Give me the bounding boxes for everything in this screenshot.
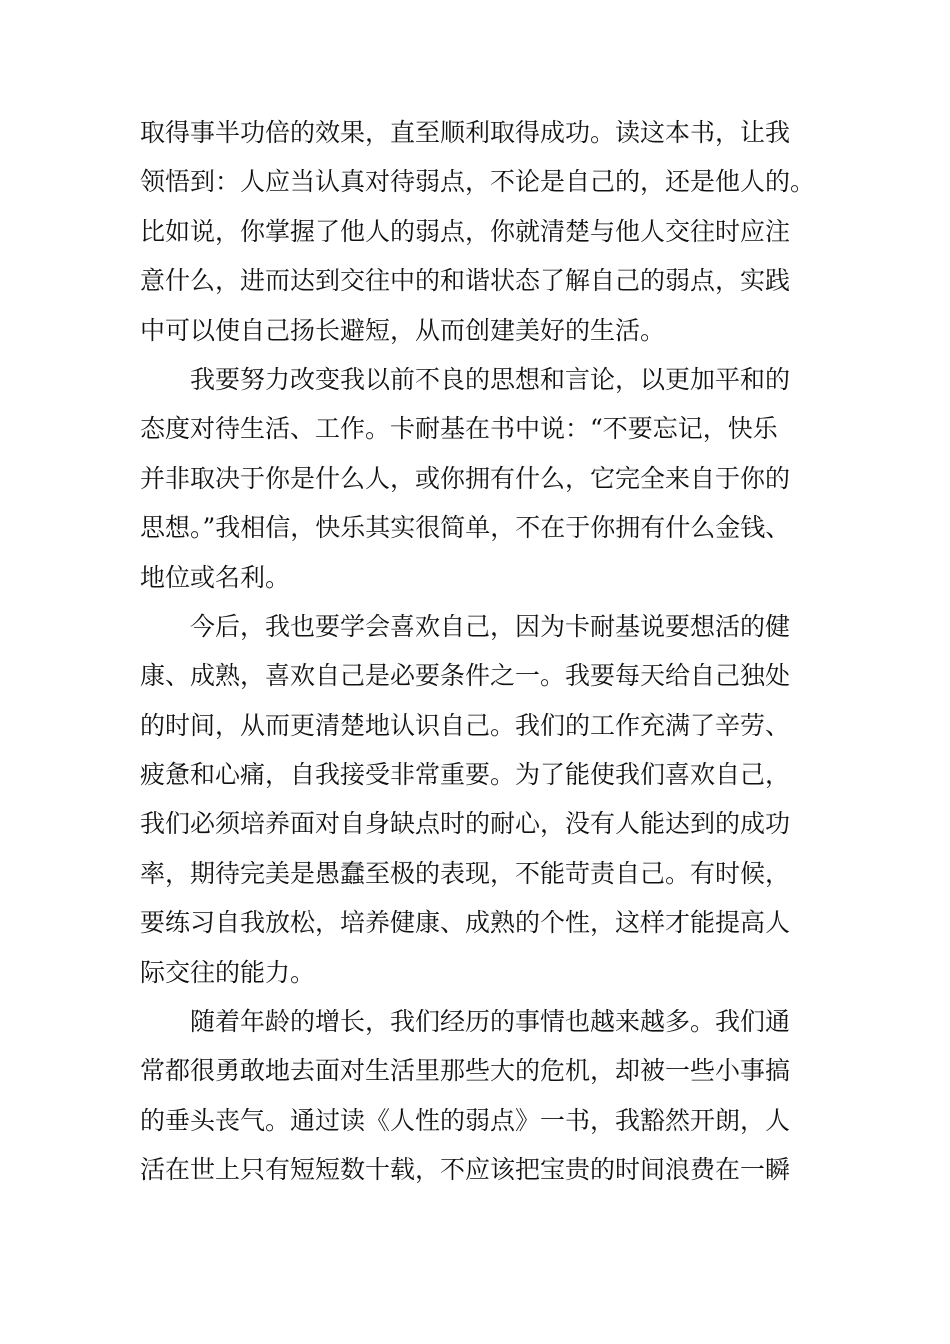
text-line: 活在世上只有短短数十载，不应该把宝贵的时间浪费在一瞬 (140, 1155, 791, 1185)
text-line: 康、成熟，喜欢自己是必要条件之一。我要每天给自己独处 (140, 661, 791, 691)
paragraph-start-line: 我要努力改变我以前不良的思想和言论，以更加平和的 (190, 364, 791, 394)
text-line: 的垂头丧气。通过读《人性的弱点》一书，我豁然开朗，人 (140, 1105, 791, 1135)
text-line: 我们必须培养面对自身缺点时的耐心，没有人能达到的成功 (140, 809, 791, 839)
text-line: 地位或名利。 (140, 562, 291, 592)
text-line: 态度对待生活、工作。卡耐基在书中说：“不要忘记，快乐 (140, 414, 778, 444)
text-line: 领悟到：人应当认真对待弱点，不论是自己的，还是他人的。 (140, 167, 816, 197)
text-line: 取得事半功倍的效果，直至顺利取得成功。读这本书，让我 (140, 118, 791, 147)
paragraph-start-line: 随着年龄的增长，我们经历的事情也越来越多。我们通 (190, 1007, 791, 1037)
paragraph-start-line: 今后，我也要学会喜欢自己，因为卡耐基说要想活的健 (190, 611, 791, 641)
text-line: 比如说，你掌握了他人的弱点，你就清楚与他人交往时应注 (140, 216, 791, 246)
text-line: 率，期待完美是愚蠢至极的表现，不能苛责自己。有时候， (140, 858, 791, 888)
text-line: 中可以使自己扬长避短，从而创建美好的生活。 (140, 315, 666, 345)
text-line: 要练习自我放松，培养健康、成熟的个性，这样才能提高人 (140, 908, 791, 938)
text-line: 常都很勇敢地去面对生活里那些大的危机，却被一些小事搞 (140, 1056, 791, 1086)
text-line: 疲惫和心痛，自我接受非常重要。为了能使我们喜欢自己， (140, 760, 791, 790)
text-line: 思想。”我相信，快乐其实很简单，不在于你拥有什么金钱、 (140, 513, 791, 543)
document-body (140, 108, 820, 1195)
text-line: 的时间，从而更清楚地认识自己。我们的工作充满了辛劳、 (140, 710, 791, 740)
text-line: 意什么，进而达到交往中的和谐状态了解自己的弱点，实践 (140, 266, 791, 296)
text-line: 并非取决于你是什么人，或你拥有什么，它完全来自于你的 (140, 463, 791, 493)
text-line: 际交往的能力。 (140, 957, 316, 987)
